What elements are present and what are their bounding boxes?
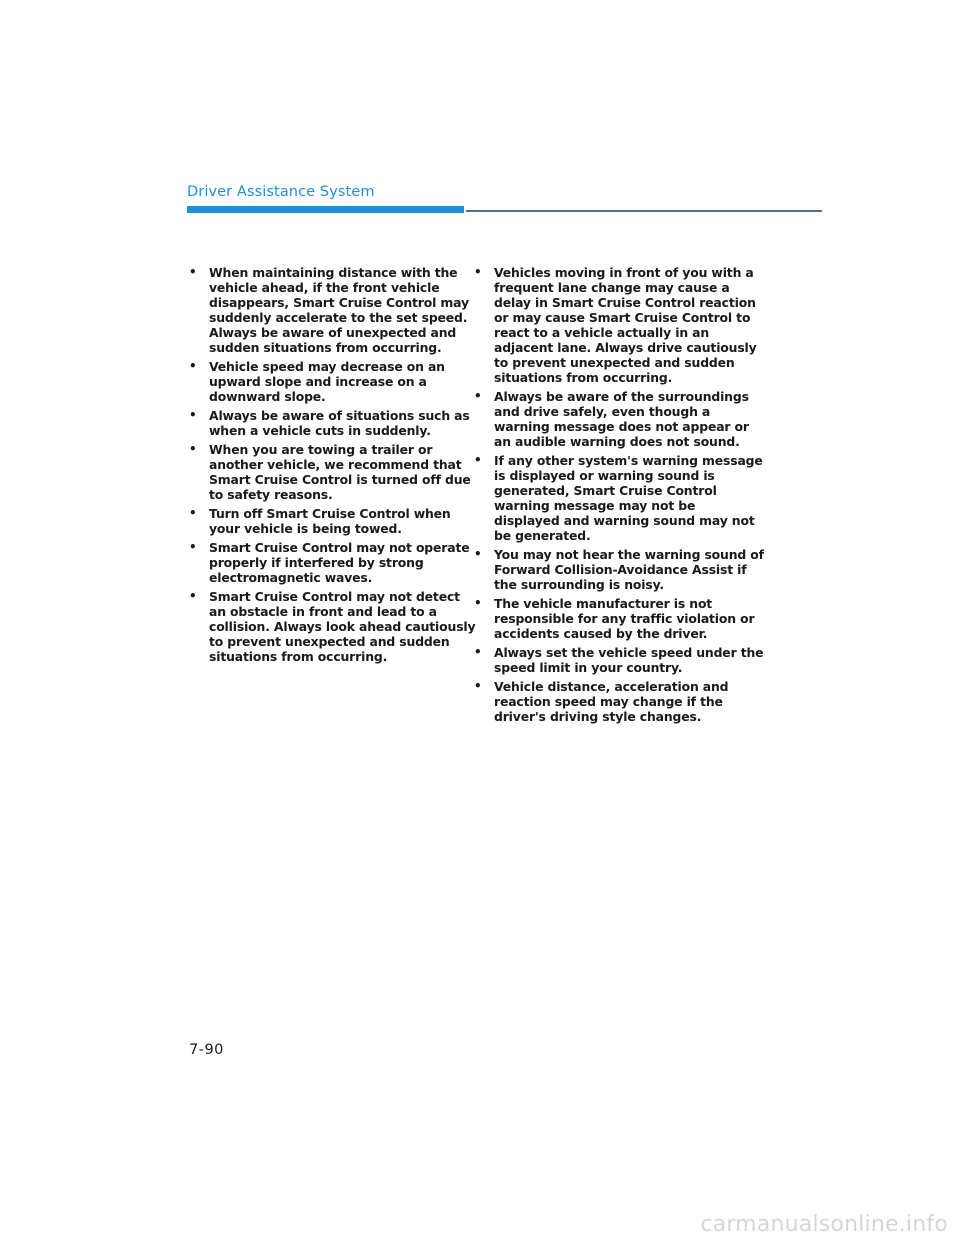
list-item-text: Turn off Smart Cruise Control when your vehicle is being towed. — [209, 506, 451, 536]
list-item — [189, 265, 479, 355]
header-rule-line — [466, 210, 822, 212]
bullet-icon: • — [189, 359, 197, 373]
list-item-text: You may not hear the warning sound of Forward Collision-Avoidance Assist if the surrounding is noisy. — [494, 547, 764, 592]
bullet-icon: • — [474, 453, 482, 467]
list-item — [189, 589, 479, 664]
left-column — [189, 265, 479, 668]
list-item — [189, 408, 479, 438]
right-column — [474, 265, 764, 728]
watermark-text: carmanualsonline.info — [700, 1212, 948, 1237]
list-item-text: Always set the vehicle speed under the speed limit in your country. — [494, 645, 764, 675]
bullet-icon: • — [189, 408, 197, 422]
bullet-icon: • — [189, 442, 197, 456]
list-item — [474, 453, 764, 543]
bullet-icon: • — [474, 679, 482, 693]
list-item-text: Smart Cruise Control may not detect an obstacle in front and lead to a collision. Always look ahead cautiously to prevent unexpected and sudden situations from occurring. — [209, 589, 476, 664]
list-item — [189, 359, 479, 404]
bullet-icon: • — [189, 589, 197, 603]
bullet-icon: • — [189, 540, 197, 554]
list-item-text: Vehicle speed may decrease on an upward slope and increase on a downward slope. — [209, 359, 445, 404]
list-item-text: If any other system's warning message is displayed or warning sound is generated, Smart Cruise Control warning message may not be displayed and warning sound may not be generated. — [494, 453, 763, 543]
list-item — [189, 506, 479, 536]
list-item-text: Vehicle distance, acceleration and reaction speed may change if the driver's driving style changes. — [494, 679, 729, 724]
bullet-icon: • — [474, 596, 482, 610]
header-accent-bar — [187, 206, 464, 213]
bullet-icon: • — [189, 265, 197, 279]
bullet-icon: • — [189, 506, 197, 520]
list-item-text: Always be aware of situations such as when a vehicle cuts in suddenly. — [209, 408, 470, 438]
right-bullet-list — [474, 265, 764, 724]
list-item-text: Vehicles moving in front of you with a frequent lane change may cause a delay in Smart Cruise Control reaction or may cause Smart Cruise Control to react to a vehicle actually in an adjacent lane. Always drive cautiously to prevent unexpected and sudden situations from occurring. — [494, 265, 757, 385]
list-item — [474, 596, 764, 641]
list-item — [474, 389, 764, 449]
list-item — [474, 645, 764, 675]
bullet-icon: • — [474, 547, 482, 561]
list-item — [474, 679, 764, 724]
list-item-text: When maintaining distance with the vehicle ahead, if the front vehicle disappears, Smart Cruise Control may suddenly accelerate to the set speed. Always be aware of unexpected and sudden situations from occurring. — [209, 265, 469, 355]
list-item-text: Smart Cruise Control may not operate properly if interfered by strong electromagnetic waves. — [209, 540, 470, 585]
list-item — [474, 265, 764, 385]
list-item — [189, 442, 479, 502]
list-item-text: The vehicle manufacturer is not responsible for any traffic violation or accidents caused by the driver. — [494, 596, 755, 641]
list-item-text: When you are towing a trailer or another vehicle, we recommend that Smart Cruise Control is turned off due to safety reasons. — [209, 442, 471, 502]
bullet-icon: • — [474, 645, 482, 659]
bullet-icon: • — [474, 265, 482, 279]
bullet-icon: • — [474, 389, 482, 403]
page-number: 7-90 — [189, 1042, 224, 1058]
list-item — [474, 547, 764, 592]
list-item — [189, 540, 479, 585]
section-title: Driver Assistance System — [187, 184, 375, 200]
left-bullet-list — [189, 265, 479, 664]
list-item-text: Always be aware of the surroundings and drive safely, even though a warning message does not appear or an audible warning does not sound. — [494, 389, 749, 449]
